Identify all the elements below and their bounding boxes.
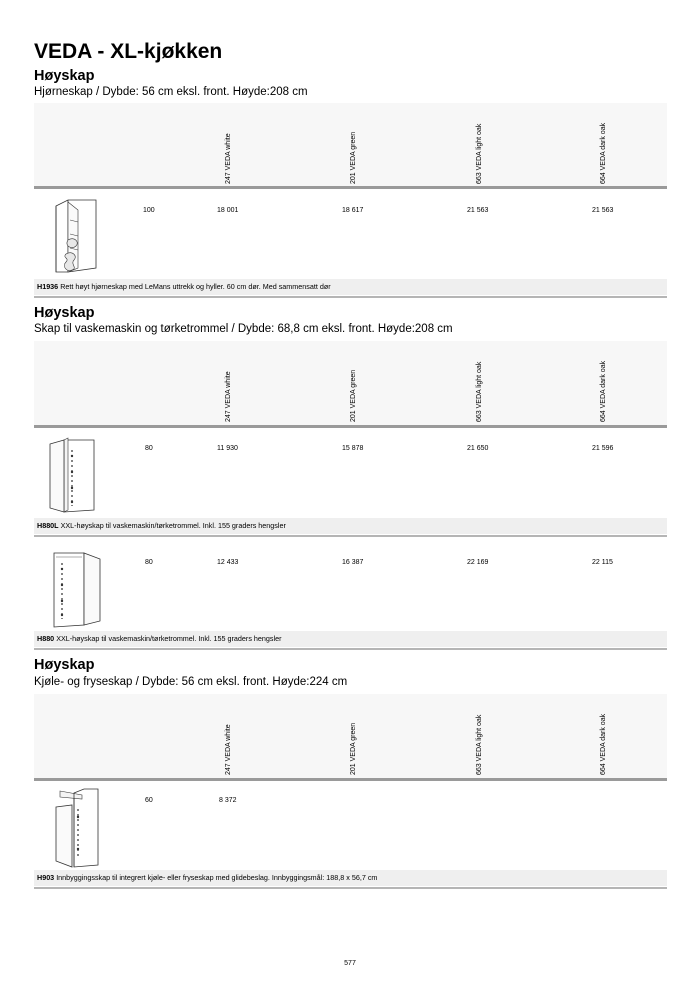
product-code: H1936 xyxy=(37,282,59,291)
section-subtitle: Kjøle- og fryseskap / Dybde: 56 cm eksl. front. Høyde:224 cm xyxy=(34,676,348,688)
price-cell: 8 372 xyxy=(219,797,237,804)
column-header: 664 VEDA dark oak xyxy=(600,713,607,775)
section-subtitle: Hjørneskap / Dybde: 56 cm eksl. front. Høyde:208 cm xyxy=(34,86,308,98)
product-code: H880L xyxy=(37,521,59,530)
price-cell: 11 930 xyxy=(217,445,238,452)
price-cell: 21 563 xyxy=(592,207,614,214)
row-divider xyxy=(34,535,667,537)
section-title: Høyskap xyxy=(34,657,95,673)
product-description xyxy=(34,631,667,647)
row-divider xyxy=(34,648,667,650)
section-subtitle: Skap til vaskemaskin og tørketrommel / Dybde: 68,8 cm eksl. front. Høyde:208 cm xyxy=(34,323,453,335)
column-header: 247 VEDA white xyxy=(225,133,232,184)
product-code: H880 xyxy=(37,634,55,643)
price-cell: 18 001 xyxy=(217,207,239,214)
product-description xyxy=(34,518,667,534)
column-header: 663 VEDA light oak xyxy=(476,714,483,775)
column-header: 247 VEDA white xyxy=(225,371,232,422)
price-cell: 22 115 xyxy=(592,559,613,566)
price-cell: 21 650 xyxy=(467,445,489,452)
description-text: Rett høyt hjørneskap med LeMans uttrekk og hyller. 60 cm dør. Med sammensatt dør xyxy=(60,282,331,291)
product-description xyxy=(34,279,667,295)
product-description xyxy=(34,870,667,886)
description-text: XXL-høyskap til vaskemaskin/tørketrommel. Inkl. 155 graders hengsler xyxy=(60,521,286,530)
section-title: Høyskap xyxy=(34,305,95,321)
page-title: VEDA - XL-kjøkken xyxy=(34,40,223,63)
corner-cabinet-lemans-icon xyxy=(48,196,104,276)
price-cell: 15 878 xyxy=(342,445,364,452)
column-header: 663 VEDA light oak xyxy=(476,123,483,184)
column-header: 201 VEDA green xyxy=(350,722,357,775)
row-divider xyxy=(34,887,667,889)
column-header: 663 VEDA light oak xyxy=(476,361,483,422)
description-text: Innbyggingsskap til integrert kjøle- eller fryseskap med glidebeslag. Innbyggingsmål: 188,8 x 56,7 cm xyxy=(56,873,378,882)
price-cell: 21 596 xyxy=(592,445,614,452)
price-cell: 16 387 xyxy=(342,559,364,566)
width-cell: 100 xyxy=(143,207,155,214)
fridge-cabinet-icon xyxy=(52,787,104,871)
width-cell: 80 xyxy=(145,445,153,452)
row-divider xyxy=(34,296,667,298)
column-header: 201 VEDA green xyxy=(350,131,357,184)
price-cell: 22 169 xyxy=(467,559,489,566)
price-cell: 21 563 xyxy=(467,207,489,214)
price-cell: 12 433 xyxy=(217,559,239,566)
column-header: 201 VEDA green xyxy=(350,369,357,422)
description-text: XXL-høyskap til vaskemaskin/tørketrommel. Inkl. 155 graders hengsler xyxy=(56,634,282,643)
width-cell: 60 xyxy=(145,797,153,804)
column-header: 664 VEDA dark oak xyxy=(600,360,607,422)
column-header: 247 VEDA white xyxy=(225,724,232,775)
header-divider xyxy=(34,778,667,781)
header-divider xyxy=(34,425,667,428)
tall-cabinet-left-door-icon xyxy=(46,436,102,516)
product-code: H903 xyxy=(37,873,55,882)
width-cell: 80 xyxy=(145,559,153,566)
header-divider xyxy=(34,186,667,189)
price-cell: 18 617 xyxy=(342,207,364,214)
section-title: Høyskap xyxy=(34,68,95,84)
tall-cabinet-right-door-icon xyxy=(48,549,108,631)
page-number: 577 xyxy=(344,960,356,967)
column-header: 664 VEDA dark oak xyxy=(600,122,607,184)
